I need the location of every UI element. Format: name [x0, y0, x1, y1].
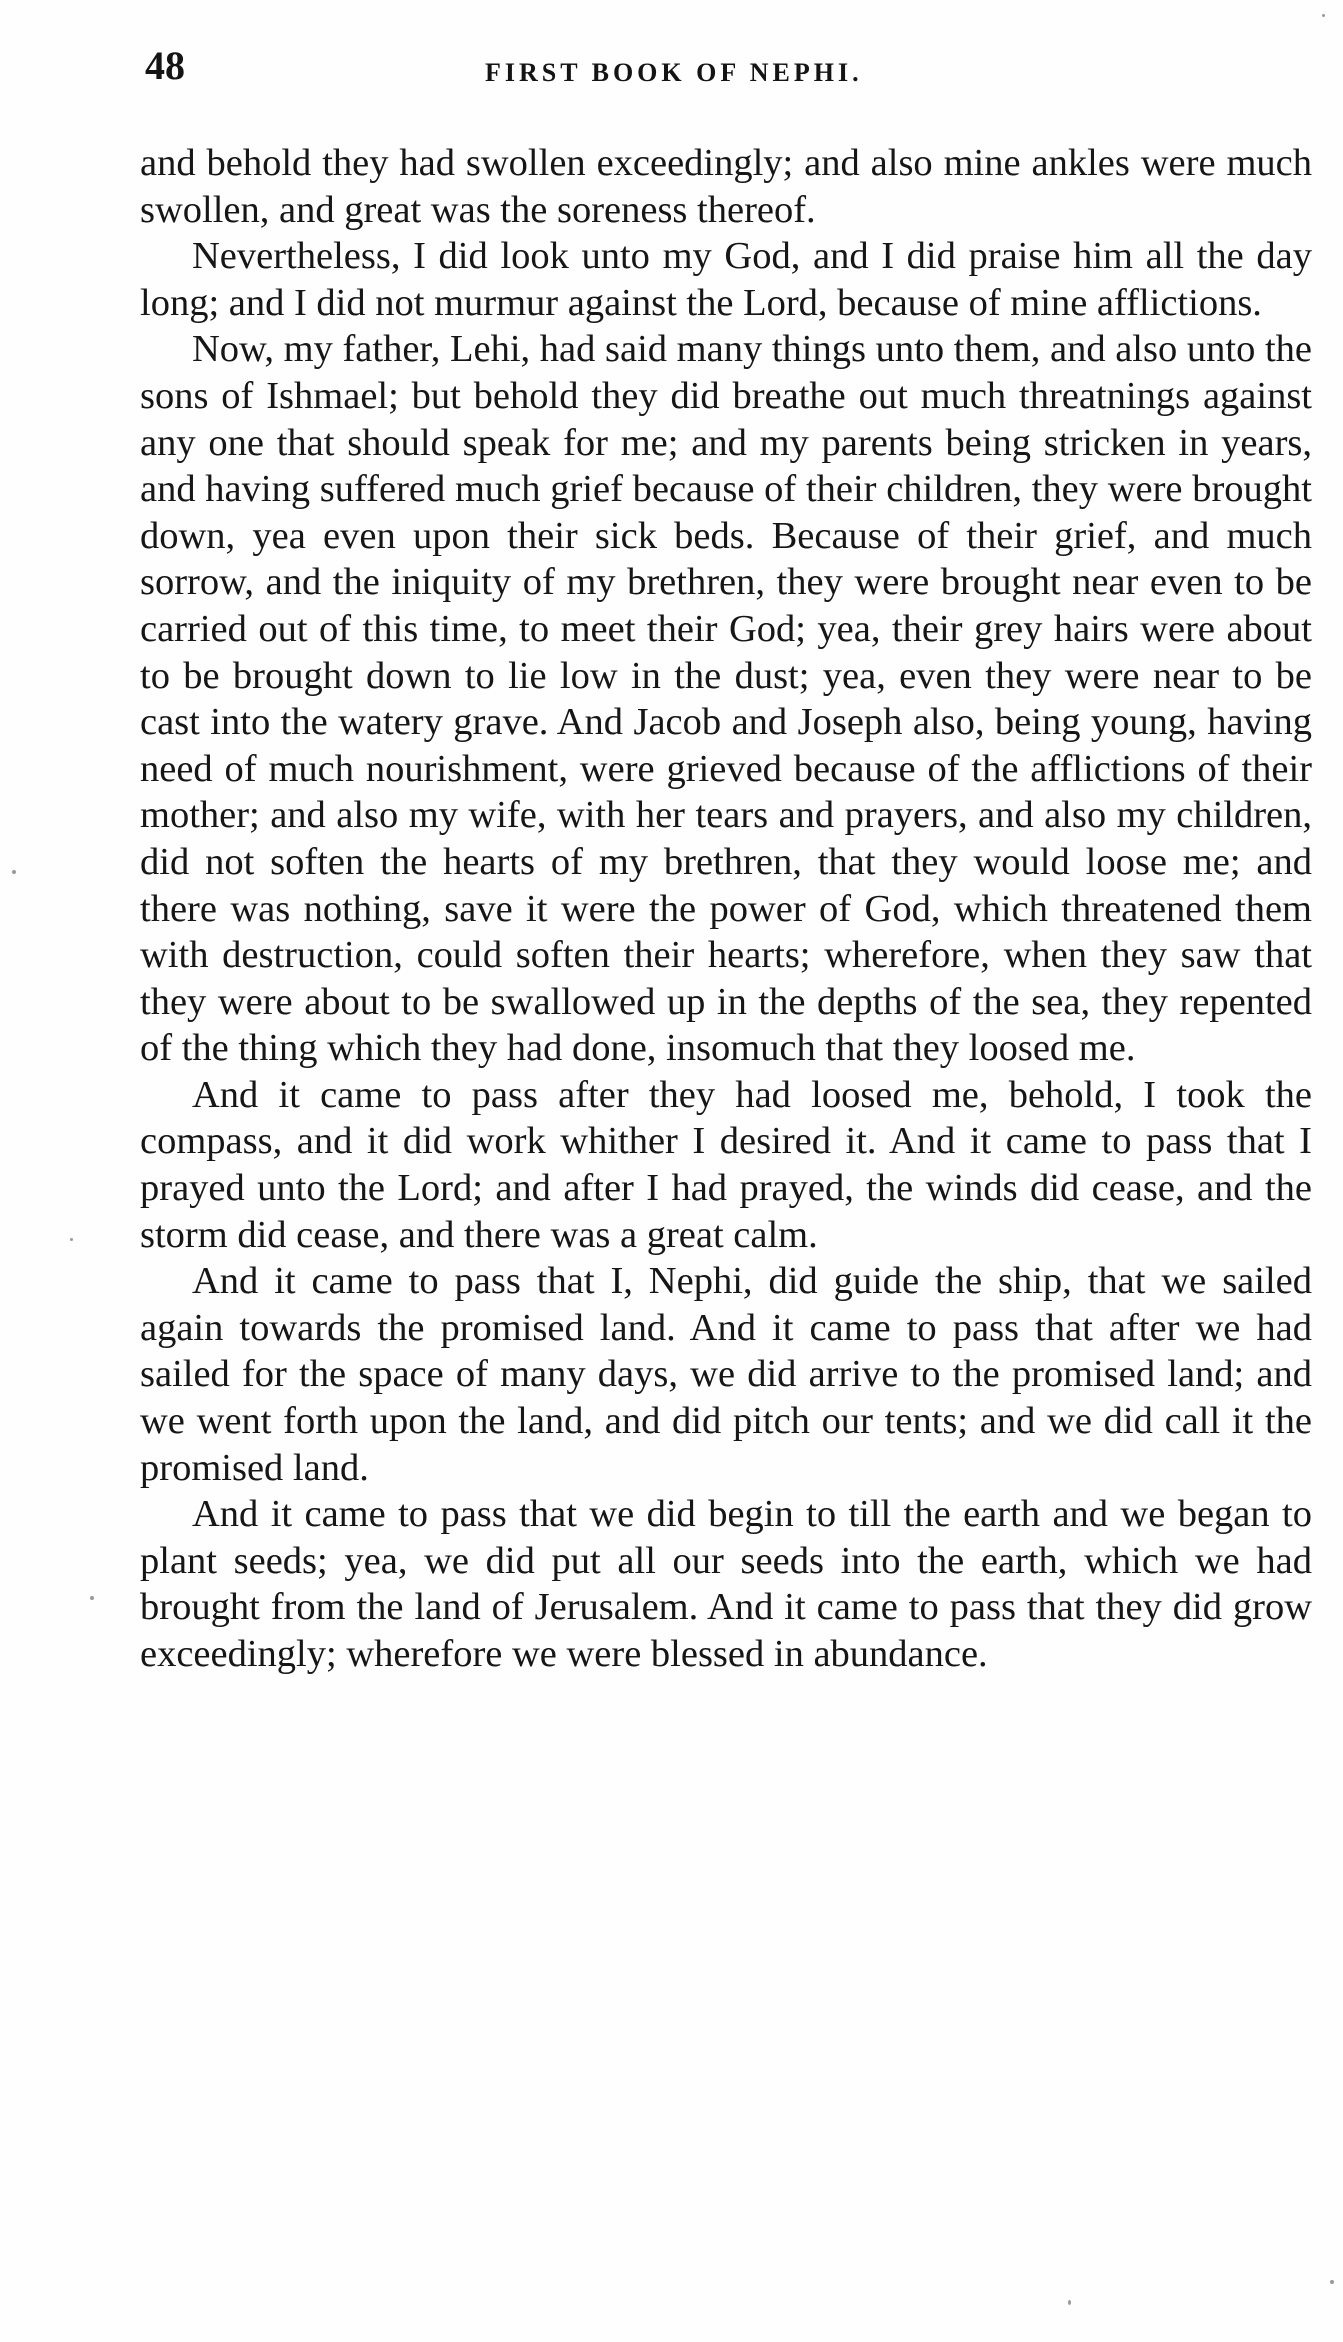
- scan-speck: [1330, 2280, 1334, 2284]
- paragraph: And it came to pass that we did begin to till the earth and we began to plant seeds; yea, we did put all our seeds into the earth, which we had brought from the land of Jerusalem. And it came to pass that they did grow exceedingly; wherefore we were blessed in abundance.: [140, 1493, 1312, 1675]
- paragraph: And it came to pass after they had loosed me, behold, I took the compass, and it did work whither I desired it. And it came to pass that I prayed unto the Lord; and after I had prayed, the winds did cease, and the storm did cease, and there was a great calm.: [140, 1073, 1312, 1256]
- page-header: [145, 42, 1315, 102]
- scan-speck: [90, 1596, 94, 1600]
- scan-speck: [12, 870, 16, 874]
- paragraph: Now, my father, Lehi, had said many things unto them, and also unto the sons of Ishmael; but behold they did breathe out much threatnings against any one that should speak for me; and my parents being stricken in years, and having suffered much grief because of their children, they were brought down, yea even upon their sick beds. Because of their grief, and much sorrow, and the iniquity of my brethren, they were brought near even to be carried out of this time, to meet their God; yea, their grey hairs were about to be brought down to lie low in the dust; yea, even they were near to be cast into the watery grave. And Jacob and Joseph also, being young, having need of much nourishment, were grieved because of the afflictions of their mother; and also my wife, with her tears and prayers, and also my children, did not soften the hearts of my brethren, that they would loose me; and there was nothing, save it were the power of God, which threatened them with destruction, could soften their hearts; wherefore, when they saw that they were about to be swallowed up in the depths of the sea, they repented of the thing which they had done, insomuch that they loosed me.: [140, 328, 1312, 1070]
- paragraph: And it came to pass that I, Nephi, did guide the ship, that we sailed again towards the promised land. And it came to pass that after we had sailed for the space of many days, we did arrive to the promised land; and we went forth upon the land, and did pitch our tents; and we did call it the promised land.: [140, 1260, 1312, 1489]
- page-number: 48: [145, 43, 185, 88]
- scan-speck: [1322, 14, 1325, 17]
- running-title: FIRST BOOK OF NEPHI.: [485, 58, 863, 87]
- scan-speck: [1068, 2300, 1071, 2305]
- paragraph-continued: and behold they had swollen exceedingly; and also mine ankles were much swollen, and great was the soreness thereof.: [140, 142, 1312, 231]
- paragraph: Nevertheless, I did look unto my God, and I did praise him all the day long; and I did not murmur against the Lord, because of mine afflictions.: [140, 235, 1312, 324]
- scan-speck: [70, 1238, 73, 1241]
- body-text: [140, 140, 1312, 1678]
